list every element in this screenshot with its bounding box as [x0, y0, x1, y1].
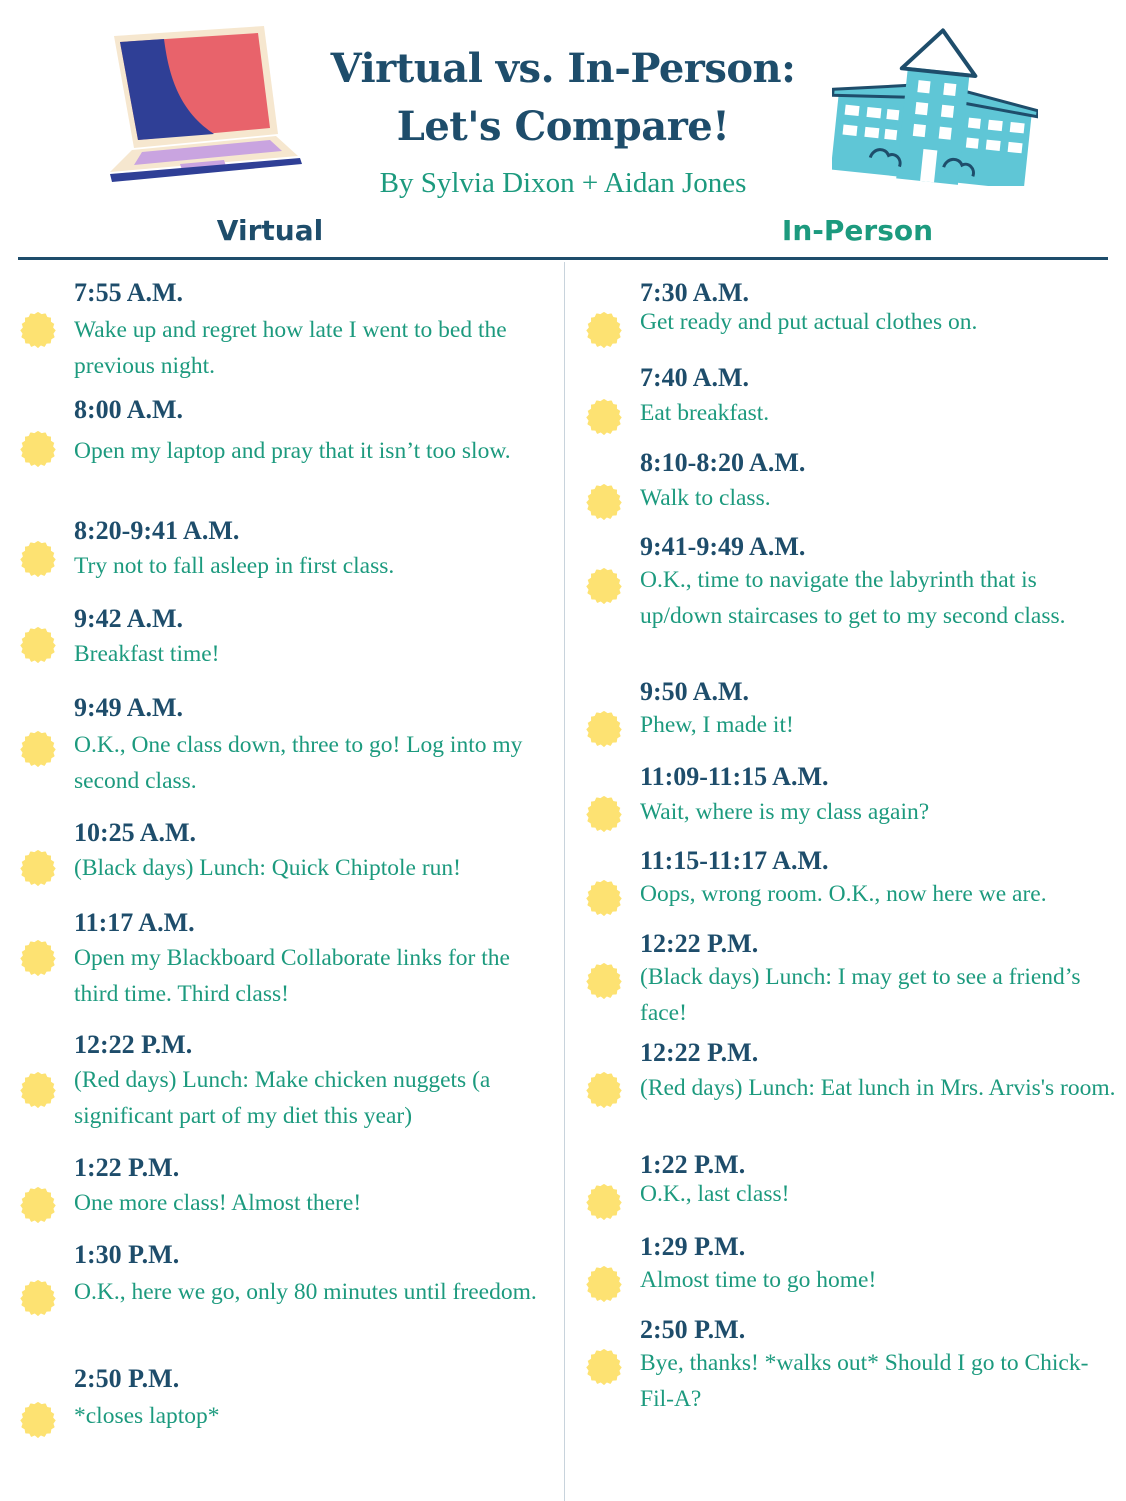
column-divider: [564, 262, 565, 1501]
entry-time: 1:22 P.M.: [640, 1150, 746, 1179]
entry-time: 11:15-11:17 A.M.: [640, 846, 829, 875]
entry-description: Eat breakfast.: [640, 400, 770, 426]
entry-description: Wait, where is my class again?: [640, 799, 930, 825]
entry-time: 9:41-9:49 A.M.: [640, 532, 806, 561]
entry-description: Open my Blackboard Collaborate links for the third time. Third class!: [74, 945, 510, 1007]
entry-description: (Black days) Lunch: Quick Chiptole run!: [74, 855, 462, 881]
yellow-sun-bullet-icon: [586, 711, 622, 747]
entry-time: 8:00 A.M.: [74, 395, 184, 424]
header-divider: [18, 257, 1108, 260]
entry-description: Get ready and put actual clothes on.: [640, 309, 978, 335]
yellow-sun-bullet-icon: [20, 627, 56, 663]
yellow-sun-bullet-icon: [20, 431, 56, 467]
entry-time: 1:22 P.M.: [74, 1153, 180, 1182]
yellow-sun-bullet-icon: [20, 731, 56, 767]
entry-description: One more class! Almost there!: [74, 1190, 362, 1216]
entry-time: 11:09-11:15 A.M.: [640, 762, 829, 791]
virtual-column-heading: Virtual: [216, 214, 324, 247]
yellow-sun-bullet-icon: [586, 312, 622, 348]
entry-description: O.K., here we go, only 80 minutes until freedom.: [74, 1279, 537, 1305]
entry-time: 7:40 A.M.: [640, 363, 750, 392]
yellow-sun-bullet-icon: [586, 399, 622, 435]
entry-time: 2:50 P.M.: [74, 1364, 180, 1393]
entry-description: O.K., last class!: [640, 1181, 790, 1207]
byline: By Sylvia Dixon + Aidan Jones: [379, 167, 747, 199]
school-building-illustration: [832, 26, 1038, 186]
entry-time: 7:55 A.M.: [74, 278, 184, 307]
entry-description: (Black days) Lunch: I may get to see a friend’s face!: [640, 964, 1081, 1026]
entry-time: 12:22 P.M.: [640, 1038, 759, 1067]
entry-time: 9:42 A.M.: [74, 604, 184, 633]
entry-description: Open my laptop and pray that it isn’t too slow.: [74, 438, 511, 464]
entry-time: 10:25 A.M.: [74, 818, 197, 847]
entry-time: 11:17 A.M.: [74, 908, 195, 937]
entry-description: Oops, wrong room. O.K., now here we are.: [640, 881, 1047, 907]
entry-time: 7:30 A.M.: [640, 278, 750, 307]
yellow-sun-bullet-icon: [20, 312, 56, 348]
yellow-sun-bullet-icon: [586, 1184, 622, 1220]
entry-description: Wake up and regret how late I went to bed the previous night.: [74, 317, 507, 379]
entry-description: Walk to class.: [640, 485, 771, 511]
yellow-sun-bullet-icon: [586, 484, 622, 520]
yellow-sun-bullet-icon: [586, 1072, 622, 1108]
yellow-sun-bullet-icon: [20, 1280, 56, 1316]
entry-time: 8:10-8:20 A.M.: [640, 448, 806, 477]
entry-description: Bye, thanks! *walks out* Should I go to Chick-Fil-A?: [640, 1350, 1089, 1412]
entry-time: 1:29 P.M.: [640, 1232, 746, 1261]
entry-time: 1:30 P.M.: [74, 1240, 180, 1269]
title-line-1: Virtual vs. In-Person:: [330, 45, 796, 92]
entry-description: Phew, I made it!: [640, 712, 794, 738]
yellow-sun-bullet-icon: [586, 796, 622, 832]
entry-description: (Red days) Lunch: Make chicken nuggets (a significant part of my diet this year): [74, 1067, 491, 1129]
yellow-sun-bullet-icon: [586, 568, 622, 604]
entry-time: 2:50 P.M.: [640, 1315, 746, 1344]
yellow-sun-bullet-icon: [20, 1187, 56, 1223]
entry-time: 12:22 P.M.: [640, 929, 759, 958]
entry-description: Almost time to go home!: [640, 1267, 877, 1293]
yellow-sun-bullet-icon: [586, 1266, 622, 1302]
inperson-column-heading: In-Person: [781, 214, 934, 247]
yellow-sun-bullet-icon: [586, 963, 622, 999]
yellow-sun-bullet-icon: [20, 1402, 56, 1438]
entry-description: *closes laptop*: [74, 1403, 220, 1429]
entry-time: 8:20-9:41 A.M.: [74, 516, 240, 545]
page-title: [230, 40, 896, 156]
entry-description: O.K., time to navigate the labyrinth that is up/down staircases to get to my second class.: [640, 567, 1066, 629]
entry-description: O.K., One class down, three to go! Log into my second class.: [74, 732, 523, 794]
yellow-sun-bullet-icon: [20, 541, 56, 577]
entry-description: (Red days) Lunch: Eat lunch in Mrs. Arvis's room.: [640, 1075, 1116, 1101]
entry-time: 9:50 A.M.: [640, 677, 750, 706]
yellow-sun-bullet-icon: [20, 940, 56, 976]
entry-time: 9:49 A.M.: [74, 693, 184, 722]
yellow-sun-bullet-icon: [20, 1072, 56, 1108]
entry-description: Try not to fall asleep in first class.: [74, 553, 395, 579]
title-line-2: Let's Compare!: [396, 103, 730, 150]
yellow-sun-bullet-icon: [586, 1349, 622, 1385]
yellow-sun-bullet-icon: [20, 850, 56, 886]
yellow-sun-bullet-icon: [586, 880, 622, 916]
entry-description: Breakfast time!: [74, 641, 220, 667]
entry-time: 12:22 P.M.: [74, 1030, 193, 1059]
